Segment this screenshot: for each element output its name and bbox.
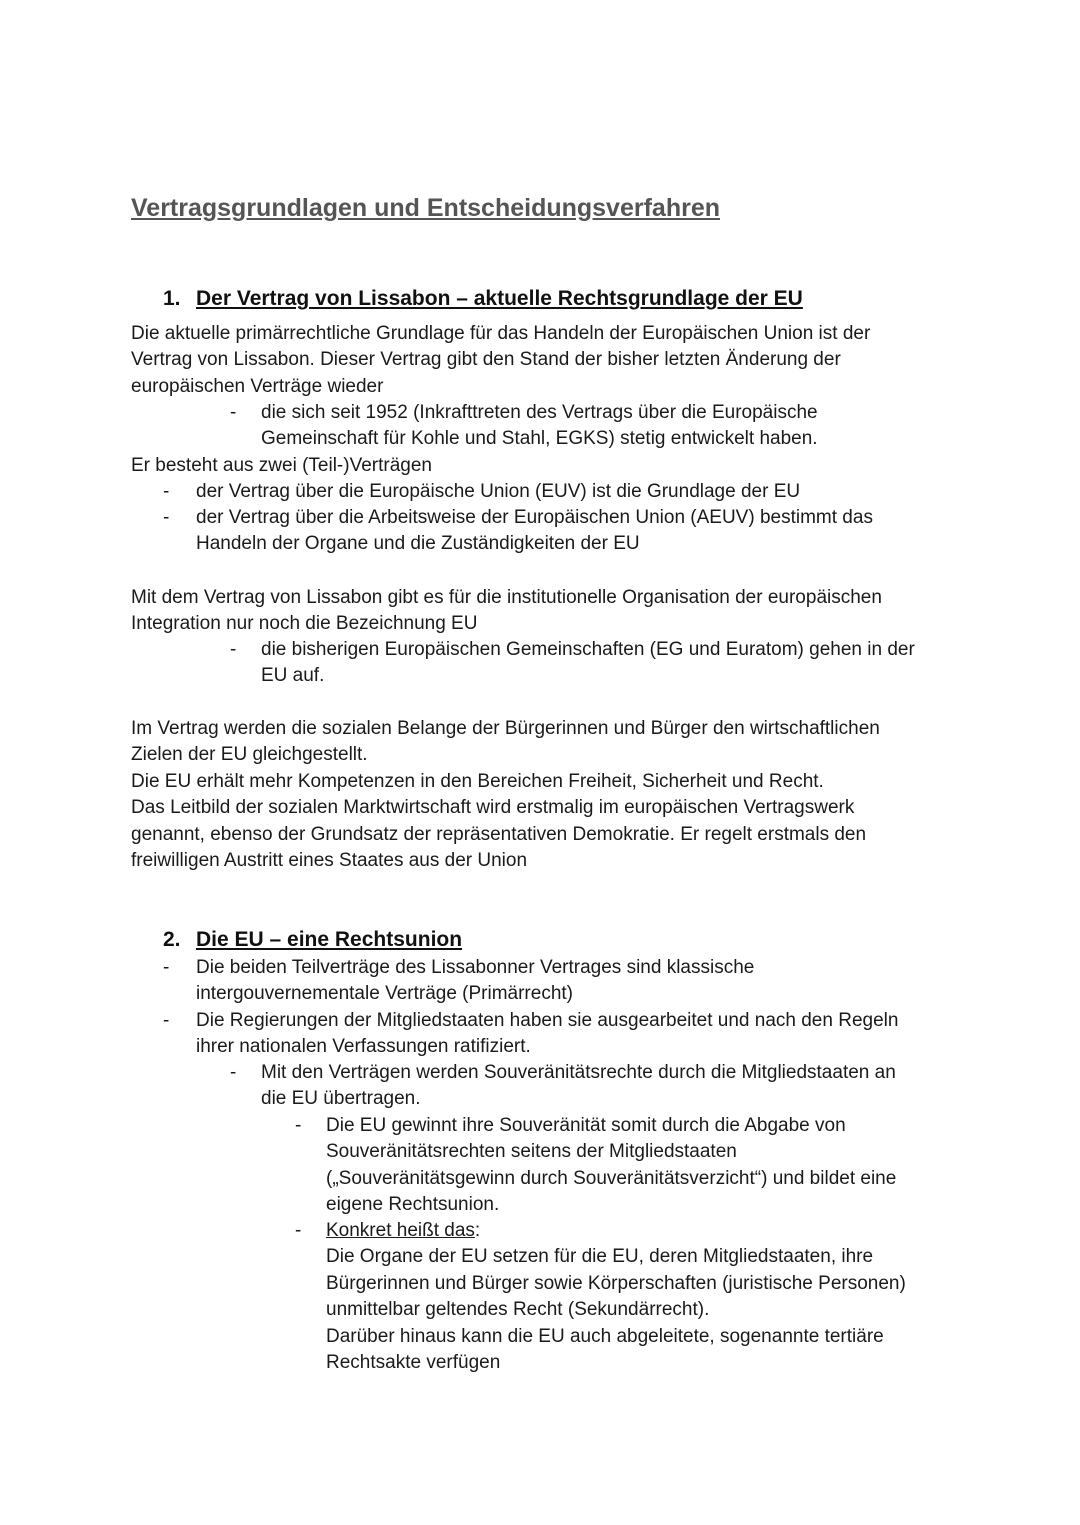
colon: : bbox=[474, 1220, 481, 1241]
text-line: Im Vertrag werden die sozialen Belange der Bürgerinnen und Bürger den wirtschaftlichen bbox=[131, 718, 880, 739]
text-line: ihrer nationalen Verfassungen ratifiziert. bbox=[196, 1036, 531, 1058]
text-line: der Vertrag über die Europäische Union (EUV) ist die Grundlage der EU bbox=[196, 481, 801, 502]
text-line: die EU übertragen. bbox=[261, 1088, 421, 1110]
text-line: Gemeinschaft für Kohle und Stahl, EGKS) stetig entwickelt haben. bbox=[261, 428, 818, 450]
text-line: der Vertrag über die Arbeitsweise der Europäischen Union (AEUV) bestimmt das bbox=[196, 507, 873, 528]
bullet-dash: - bbox=[163, 507, 170, 528]
text-line: Die EU gewinnt ihre Souveränität somit durch die Abgabe von bbox=[326, 1115, 846, 1136]
section-2-heading bbox=[163, 927, 462, 953]
list-item bbox=[230, 400, 818, 453]
bullet-dash: - bbox=[295, 1115, 302, 1136]
bullet-dash: - bbox=[230, 639, 237, 660]
paragraph-consists: Er besteht aus zwei (Teil-)Verträgen bbox=[131, 455, 432, 476]
paragraph-lissabon-eu bbox=[131, 585, 961, 638]
paragraph-intro bbox=[131, 321, 961, 400]
text-line: Die aktuelle primärrechtliche Grundlage für das Handeln der Europäischen Union ist der bbox=[131, 323, 871, 344]
list-item bbox=[295, 1113, 897, 1219]
text-line: Mit dem Vertrag von Lissabon gibt es für die institutionelle Organisation der europäischen bbox=[131, 587, 882, 608]
list-item bbox=[163, 1008, 899, 1061]
text-line: Souveränitätsrechten seitens der Mitgliedstaaten bbox=[326, 1141, 737, 1163]
text-line: unmittelbar geltendes Recht (Sekundärrecht). bbox=[326, 1299, 710, 1321]
text-line: Vertrag von Lissabon. Dieser Vertrag gibt den Stand der bisher letzten Änderung der bbox=[131, 349, 841, 371]
text-line: Zielen der EU gleichgestellt. bbox=[131, 744, 368, 766]
underlined-label: Konkret heißt das bbox=[326, 1220, 475, 1241]
list-item bbox=[163, 505, 873, 558]
text-line: eigene Rechtsunion. bbox=[326, 1194, 500, 1216]
paragraph-social bbox=[131, 716, 961, 874]
bullet-dash: - bbox=[230, 1062, 237, 1083]
text-line: europäischen Verträge wieder bbox=[131, 375, 384, 397]
text-line: Integration nur noch die Bezeichnung EU bbox=[131, 613, 478, 635]
text-line: Mit den Verträgen werden Souveränitätsrechte durch die Mitgliedstaaten an bbox=[261, 1062, 896, 1083]
text-line: genannt, ebenso der Grundsatz der repräsentativen Demokratie. Er regelt erstmals den bbox=[131, 823, 867, 845]
section-number: 2. bbox=[163, 928, 181, 951]
text-line: Die Organe der EU setzen für die EU, deren Mitgliedstaaten, ihre bbox=[326, 1246, 874, 1268]
text-line: intergouvernementale Verträge (Primärrecht) bbox=[196, 983, 574, 1005]
list-item bbox=[163, 479, 801, 505]
list-item bbox=[295, 1218, 906, 1376]
section-number: 1. bbox=[163, 287, 181, 310]
bullet-dash: - bbox=[163, 957, 170, 978]
text-line: Die Regierungen der Mitgliedstaaten haben sie ausgearbeitet und nach den Regeln bbox=[196, 1010, 899, 1031]
text-line: die sich seit 1952 (Inkrafttreten des Vertrags über die Europäische bbox=[261, 402, 818, 423]
section-title: Die EU – eine Rechtsunion bbox=[196, 928, 463, 951]
text-line: EU auf. bbox=[261, 665, 325, 687]
list-item bbox=[230, 1060, 896, 1113]
list-item bbox=[230, 637, 915, 690]
section-title: Der Vertrag von Lissabon – aktuelle Rechtsgrundlage der EU bbox=[196, 287, 803, 310]
list-item bbox=[163, 955, 755, 1008]
text-line: Bürgerinnen und Bürger sowie Körperschaften (juristische Personen) bbox=[326, 1272, 906, 1294]
bullet-dash: - bbox=[295, 1220, 302, 1241]
text-line: Das Leitbild der sozialen Marktwirtschaft wird erstmalig im europäischen Vertragswerk bbox=[131, 797, 855, 819]
text-line: („Souveränitätsgewinn durch Souveränitätsverzicht“) und bildet eine bbox=[326, 1167, 897, 1189]
section-1-heading bbox=[163, 286, 803, 312]
text-line: die bisherigen Europäischen Gemeinschaften (EG und Euratom) gehen in der bbox=[261, 639, 915, 660]
text-line: freiwilligen Austritt eines Staates aus der Union bbox=[131, 850, 528, 872]
document-title: Vertragsgrundlagen und Entscheidungsverfahren bbox=[131, 194, 721, 222]
text-line: Rechtsakte verfügen bbox=[326, 1352, 501, 1374]
text-line: Die EU erhält mehr Kompetenzen in den Bereichen Freiheit, Sicherheit und Recht. bbox=[131, 770, 824, 792]
text-line: Darüber hinaus kann die EU auch abgeleitete, sogenannte tertiäre bbox=[326, 1325, 884, 1347]
bullet-dash: - bbox=[163, 1010, 170, 1031]
bullet-dash: - bbox=[163, 481, 170, 502]
text-line: Die beiden Teilverträge des Lissabonner Vertrages sind klassische bbox=[196, 957, 755, 978]
text-line: Handeln der Organe und die Zuständigkeiten der EU bbox=[196, 533, 640, 555]
bullet-dash: - bbox=[230, 402, 237, 423]
